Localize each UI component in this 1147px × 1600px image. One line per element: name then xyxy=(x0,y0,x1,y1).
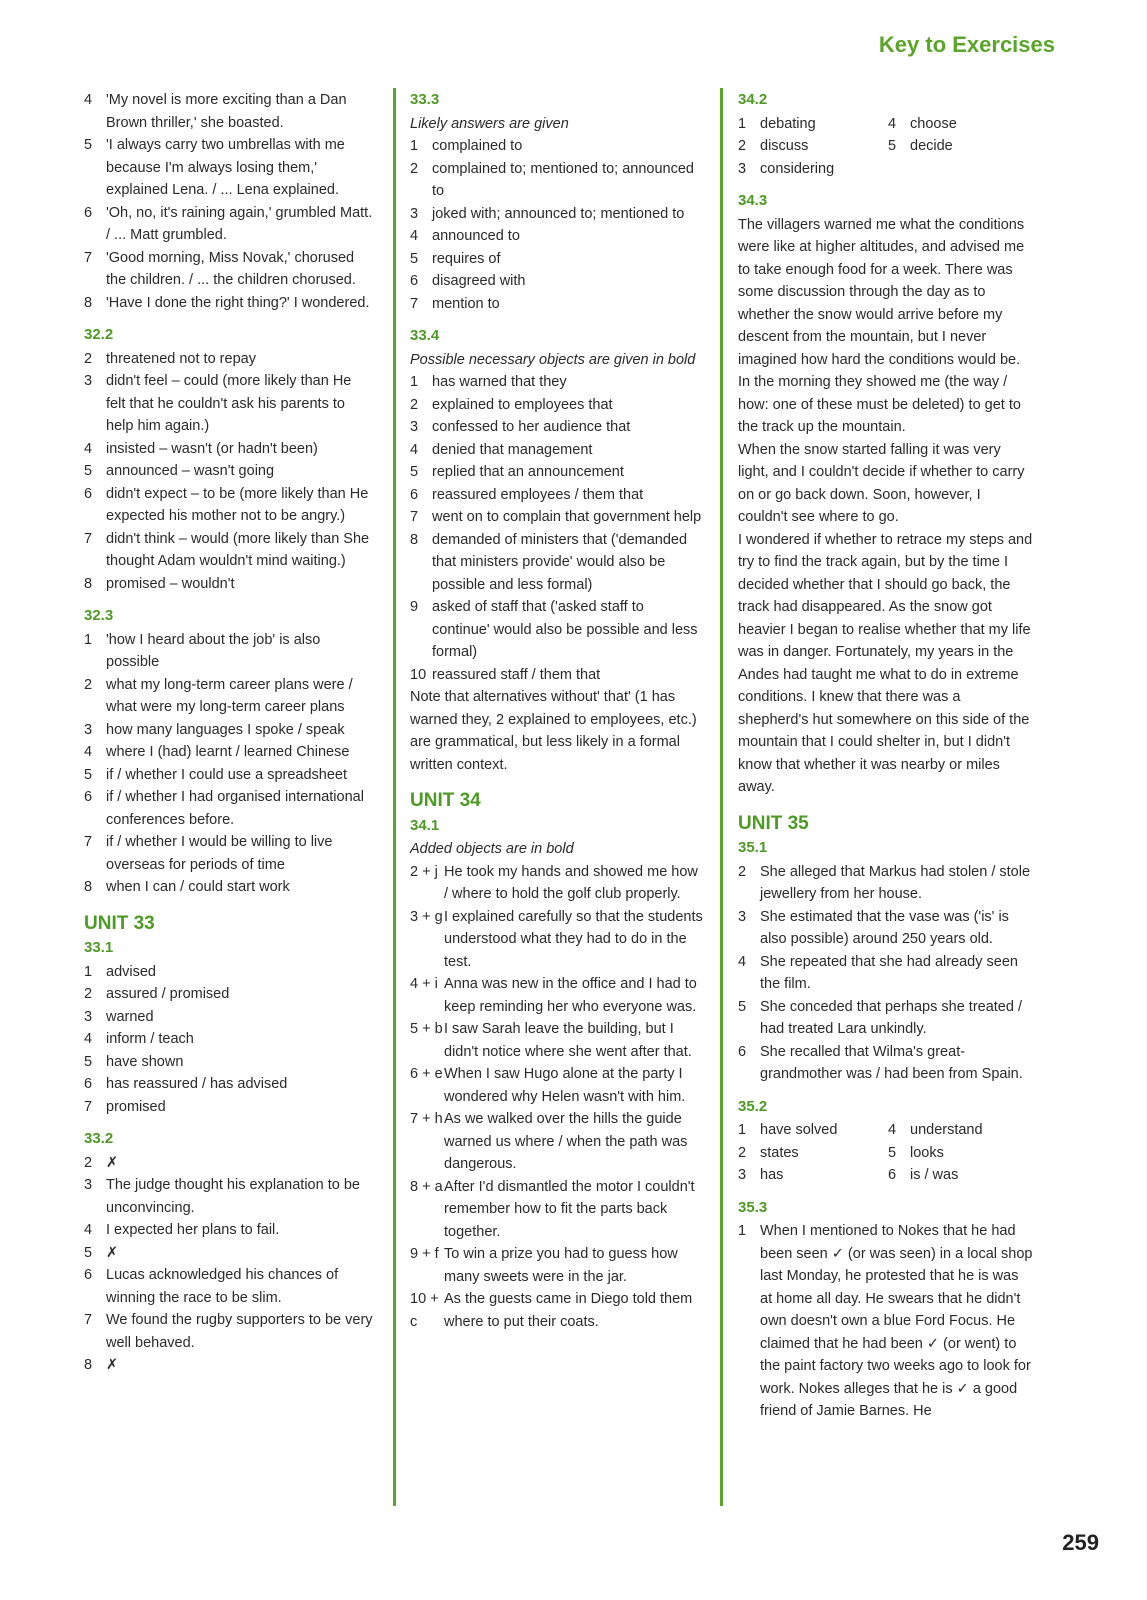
page-header: Key to Exercises xyxy=(878,32,1055,57)
answer-number: 4 xyxy=(738,953,747,970)
answer-item xyxy=(410,461,705,484)
answer-text: didn't feel – could (more likely than He felt that he couldn't ask his parents to help him again.) xyxy=(106,373,352,434)
answer-number: 5 xyxy=(738,998,747,1015)
answer-item xyxy=(738,1164,888,1187)
section-title: 34.2 xyxy=(738,91,768,108)
answer-item xyxy=(410,1176,705,1244)
answer-text: When I saw Hugo alone at the party I wondered why Helen wasn't with him. xyxy=(444,1066,686,1105)
section-title: 35.2 xyxy=(738,1097,768,1115)
answer-number: 9 xyxy=(410,599,419,615)
answer-number: 4 xyxy=(84,744,93,760)
answer-text: denied that management xyxy=(432,441,593,458)
answer-number: 4 xyxy=(888,1122,897,1138)
answer-item xyxy=(84,134,374,202)
answer-paragraph: When the snow started falling it was very light, and I couldn't decide if whether to carry on or go back down. Soon, however, I couldn't see where to go. xyxy=(738,441,1025,525)
answer-number: 4 + i xyxy=(410,976,438,992)
answer-text: She alleged that Markus had stolen / stole jewellery from her house. xyxy=(760,863,1031,902)
answer-number: 5 xyxy=(84,766,93,783)
section-title: 34.3 xyxy=(738,192,768,209)
answer-item xyxy=(410,439,705,462)
answer-text: The judge thought his explanation to be unconvincing. xyxy=(106,1177,360,1216)
column-1 xyxy=(84,89,374,1377)
answer-number: 6 xyxy=(84,485,93,502)
answer-text: what my long-term career plans were / what were my long-term career plans xyxy=(106,676,353,715)
answer-number: 2 xyxy=(84,676,93,693)
answer-text: ✗ xyxy=(106,1357,119,1373)
answer-number: 2 xyxy=(738,1144,747,1161)
answer-number: 2 xyxy=(410,160,419,177)
answer-number: 4 xyxy=(84,1222,93,1238)
answer-item xyxy=(738,906,1033,951)
answer-number: 2 xyxy=(410,396,419,413)
answer-number: 6 xyxy=(888,1167,897,1183)
answer-text: have shown xyxy=(106,1053,184,1070)
answer-number: 3 xyxy=(738,160,747,177)
answer-number: 8 xyxy=(410,531,419,548)
answer-text: 'Oh, no, it's raining again,' grumbled Matt. / ... Matt grumbled. xyxy=(106,204,373,243)
answer-item xyxy=(410,484,705,507)
answer-text: announced to xyxy=(432,228,520,244)
answer-item xyxy=(84,1354,374,1377)
answer-text: debating xyxy=(760,115,816,132)
section-title: 33.2 xyxy=(84,1130,114,1147)
answer-number: 5 xyxy=(410,250,419,267)
answer-text: I explained carefully so that the students understood what they had to do in the test. xyxy=(444,908,703,970)
answer-text: I saw Sarah leave the building, but I didn't notice where she went after that. xyxy=(444,1021,692,1060)
answer-text: 'My novel is more exciting than a Dan Brown thriller,' she boasted. xyxy=(106,92,347,131)
answer-number: 9 + f xyxy=(410,1246,439,1262)
answer-text: mention to xyxy=(432,295,500,312)
answer-text: when I can / could start work xyxy=(106,879,290,895)
answer-number: 4 xyxy=(888,115,897,132)
answer-text xyxy=(910,158,1033,181)
section-title: 33.1 xyxy=(84,939,114,956)
answer-number: 7 xyxy=(84,1312,93,1328)
answer-text: states xyxy=(760,1144,799,1161)
answer-number: 2 xyxy=(738,138,747,154)
answer-text: As we walked over the hills the guide warned us where / when the path was dangerous. xyxy=(444,1111,688,1172)
section-title: 33.3 xyxy=(410,91,440,108)
answer-text: discuss xyxy=(760,138,809,154)
answer-number: 3 xyxy=(410,419,419,435)
top-items xyxy=(84,89,374,314)
answer-item xyxy=(84,1096,374,1119)
answer-item xyxy=(84,1073,374,1096)
answer-number: 3 xyxy=(738,1167,747,1183)
answer-number: 1 xyxy=(410,374,419,390)
answer-item xyxy=(84,1309,374,1354)
answer-text: went on to complain that government help xyxy=(432,509,702,525)
answer-item xyxy=(410,248,705,271)
answer-number: 4 xyxy=(410,228,419,244)
section-footer-note: Note that alternatives without' that' (1 has warned they, 2 explained to employees, etc.) are grammatical, but less likely in a formal written context. xyxy=(410,689,697,773)
answer-item xyxy=(888,135,1033,158)
answer-text: warned xyxy=(106,1008,154,1025)
answer-item xyxy=(84,1006,374,1029)
answer-number: 1 xyxy=(738,1122,747,1138)
answer-number: 3 + g xyxy=(410,908,443,925)
answer-item xyxy=(84,1152,374,1175)
answer-item xyxy=(410,270,705,293)
answer-text: reassured staff / them that xyxy=(432,666,601,683)
answer-item xyxy=(738,1220,1033,1423)
answer-number: 7 xyxy=(84,530,93,547)
answer-item xyxy=(84,831,374,876)
answer-text: promised xyxy=(106,1098,166,1115)
section-title: 32.3 xyxy=(84,607,114,624)
answer-text: She conceded that perhaps she treated / had treated Lara unkindly. xyxy=(760,998,1022,1037)
answer-text: He took my hands and showed me how / where to hold the golf club properly. xyxy=(444,863,698,902)
answer-text: looks xyxy=(910,1144,944,1161)
answer-item xyxy=(888,113,1033,136)
answer-item xyxy=(84,292,374,315)
answer-number: 8 xyxy=(84,575,93,592)
answer-text: has xyxy=(760,1167,784,1183)
answer-text: disagreed with xyxy=(432,273,526,289)
section-title: 33.4 xyxy=(410,327,440,344)
answer-item xyxy=(84,719,374,742)
answer-number: 5 xyxy=(410,464,419,480)
answer-item xyxy=(738,996,1033,1041)
answer-text: choose xyxy=(910,115,957,132)
answer-text: She estimated that the vase was ('is' is also possible) around 250 years old. xyxy=(760,908,1009,947)
answer-text: if / whether I could use a spreadsheet xyxy=(106,766,348,783)
answer-item xyxy=(410,529,705,597)
answer-number: 1 xyxy=(84,631,93,648)
unit-title: UNIT 33 xyxy=(84,912,155,934)
answer-item xyxy=(888,1119,1033,1142)
answer-number: 8 xyxy=(84,879,93,895)
answer-text: When I mentioned to Nokes that he had been seen ✓ (or was seen) in a local shop last Monday, he protested that he is was at home all day. He swears that he didn't own doesn't own a blue Ford Focus. He claimed that he had been ✓ (or went) to the paint factory two weeks ago to look for work. Nokes alleges that he is ✓ a good friend of Jamie Barnes. He xyxy=(760,1223,1033,1419)
answer-item xyxy=(410,225,705,248)
answer-number: 4 xyxy=(84,440,93,457)
answer-item xyxy=(84,247,374,292)
answer-item xyxy=(410,1063,705,1108)
answer-number: 5 xyxy=(84,463,93,479)
answer-text: Lucas acknowledged his chances of winning the race to be slim. xyxy=(106,1267,339,1306)
answer-item xyxy=(84,674,374,719)
page-number: 259 xyxy=(1062,1530,1099,1555)
answer-number: 6 xyxy=(410,273,419,289)
answer-text: understand xyxy=(910,1122,983,1138)
answer-text: where I (had) learnt / learned Chinese xyxy=(106,744,350,760)
answer-number: 7 xyxy=(410,509,419,525)
answer-text: I expected her plans to fail. xyxy=(106,1222,280,1238)
answer-item xyxy=(738,158,888,181)
answer-text: threatened not to repay xyxy=(106,350,256,367)
answer-text: complained to xyxy=(432,138,523,154)
answer-number: 2 xyxy=(84,986,93,1002)
answer-number: 6 xyxy=(84,1267,93,1283)
answer-text: inform / teach xyxy=(106,1031,194,1047)
column-3 xyxy=(738,89,1033,1423)
answer-number xyxy=(888,158,910,181)
answer-text: demanded of ministers that ('demanded that ministers provide' would also be possible and less formal) xyxy=(432,531,688,593)
answer-item xyxy=(84,629,374,674)
answer-text: We found the rugby supporters to be very well behaved. xyxy=(106,1312,373,1351)
answer-item xyxy=(410,371,705,394)
answer-text: replied that an announcement xyxy=(432,464,624,480)
answer-number: 7 + h xyxy=(410,1111,443,1127)
answer-item xyxy=(84,983,374,1006)
answer-text: how many languages I spoke / speak xyxy=(106,721,345,738)
answer-item xyxy=(888,1142,1033,1165)
answer-number: 6 xyxy=(84,204,93,221)
answer-text: has warned that they xyxy=(432,374,567,390)
answer-item xyxy=(84,786,374,831)
answer-item xyxy=(410,416,705,439)
answer-item xyxy=(738,951,1033,996)
answer-text: She repeated that she had already seen the film. xyxy=(760,953,1018,992)
answer-item xyxy=(84,1242,374,1265)
answer-number: 2 xyxy=(84,1154,93,1171)
answer-text: announced – wasn't going xyxy=(106,463,275,479)
answer-item xyxy=(84,89,374,134)
answer-number: 2 + j xyxy=(410,863,438,880)
answer-text: As the guests came in Diego told them where to put their coats. xyxy=(444,1291,693,1330)
answer-number: 4 xyxy=(84,1031,93,1047)
answer-number: 1 xyxy=(738,1223,747,1239)
answer-item xyxy=(84,370,374,438)
answer-number: 5 + b xyxy=(410,1021,443,1037)
answer-item xyxy=(888,158,1033,181)
answer-number: 3 xyxy=(84,721,93,738)
answer-text: reassured employees / them that xyxy=(432,486,644,503)
answer-number: 6 xyxy=(84,1076,93,1092)
answer-item xyxy=(84,1051,374,1074)
answer-number: 1 xyxy=(84,963,93,980)
answer-item xyxy=(84,961,374,984)
answer-text: assured / promised xyxy=(106,986,230,1002)
answer-number: 2 xyxy=(84,350,93,367)
answer-item xyxy=(410,1243,705,1288)
answer-text: has reassured / has advised xyxy=(106,1076,288,1092)
answer-number: 7 xyxy=(84,249,93,266)
column-divider-1 xyxy=(393,88,396,1506)
answer-number: 5 xyxy=(84,1053,93,1070)
answer-item xyxy=(410,158,705,203)
answer-item xyxy=(410,861,705,906)
section-title: 34.1 xyxy=(410,816,440,834)
answer-item xyxy=(410,293,705,316)
answer-text: After I'd dismantled the motor I couldn't remember how to fit the parts back together. xyxy=(444,1178,695,1240)
answer-paragraph: The villagers warned me what the conditions were like at higher altitudes, and advised me to take enough food for a week. There was some discussion through the day as to whether the snow would arrive before my descent from the mountain, but I never imagined how hard the conditions would be. In the morning they showed me (the way / how: one of these must be deleted) to get to the track up the mountain. xyxy=(738,216,1025,435)
answer-item xyxy=(84,764,374,787)
answer-text: 'Have I done the right thing?' I wondered. xyxy=(106,294,370,311)
answer-item xyxy=(84,1028,374,1051)
section-title: 35.1 xyxy=(738,839,768,856)
answer-item xyxy=(410,203,705,226)
answer-number: 7 xyxy=(410,295,419,312)
answer-text: explained to employees that xyxy=(432,396,613,413)
answer-text: promised – wouldn't xyxy=(106,575,235,592)
unit-title: UNIT 35 xyxy=(738,812,809,834)
answer-text: if / whether I would be willing to live overseas for periods of time xyxy=(106,834,333,873)
answer-number: 6 xyxy=(410,486,419,503)
answer-number: 7 xyxy=(84,834,93,850)
answer-item xyxy=(738,861,1033,906)
answer-number: 6 xyxy=(738,1043,747,1060)
answer-item xyxy=(410,664,705,687)
answer-number: 8 + a xyxy=(410,1178,443,1195)
answer-text: have solved xyxy=(760,1122,838,1138)
answer-number: 5 xyxy=(84,137,93,153)
answer-number: 6 xyxy=(84,789,93,805)
answer-item xyxy=(410,1288,705,1333)
answer-item xyxy=(84,876,374,899)
unit-title: UNIT 34 xyxy=(410,790,481,811)
answer-text: ✗ xyxy=(106,1154,119,1171)
answer-item xyxy=(410,1018,705,1063)
answer-text: ✗ xyxy=(106,1244,119,1261)
answer-number: 5 xyxy=(888,1144,897,1161)
answer-text: requires of xyxy=(432,250,501,267)
answer-item xyxy=(738,1119,888,1142)
answer-item xyxy=(410,506,705,529)
answer-text: 'I always carry two umbrellas with me because I'm always losing them,' explained Lena. / ... Lena explained. xyxy=(106,137,345,198)
answer-text: didn't think – would (more likely than She thought Adam wouldn't mind waiting.) xyxy=(106,530,370,569)
answer-number: 3 xyxy=(84,1177,93,1193)
answer-text: 'Good morning, Miss Novak,' chorused the children. / ... the children chorused. xyxy=(106,249,356,288)
answer-text: To win a prize you had to guess how many sweets were in the jar. xyxy=(444,1246,678,1285)
answer-text: didn't expect – to be (more likely than He expected his mother not to be angry.) xyxy=(106,485,369,524)
answer-item xyxy=(84,1264,374,1309)
answer-item xyxy=(84,202,374,247)
column-divider-2 xyxy=(720,88,723,1506)
answer-item xyxy=(84,741,374,764)
answer-paragraph: I wondered if whether to retrace my steps and try to find the track again, but by the time I decided whether that I should go back, the track had disappeared. As the snow got heavier I began to realise whether that my life was in danger. Fortunately, my years in the Andes had taught me what to do in extreme conditions. I knew that there was a shepherd's hut somewhere on this side of the mountain that I could shelter in, but I didn't know that whether it was nearby or miles away. xyxy=(738,531,1033,795)
answer-item xyxy=(410,1108,705,1176)
answer-text: 'how I heard about the job' is also possible xyxy=(106,631,321,670)
section-title: 32.2 xyxy=(84,326,114,343)
answer-number: 1 xyxy=(410,138,419,154)
answer-number: 3 xyxy=(84,1008,93,1025)
answer-item xyxy=(738,1142,888,1165)
answer-number: 5 xyxy=(888,138,897,154)
answer-number: 7 xyxy=(84,1098,93,1115)
answer-item xyxy=(738,135,888,158)
answer-text: asked of staff that ('asked staff to continue' would also be possible and less formal) xyxy=(432,599,698,660)
answer-text: confessed to her audience that xyxy=(432,419,631,435)
answer-item xyxy=(410,596,705,664)
answer-text: considering xyxy=(760,160,835,177)
answer-text: is / was xyxy=(910,1167,959,1183)
answer-number: 8 xyxy=(84,294,93,311)
column-2 xyxy=(410,89,705,1333)
answer-item xyxy=(84,438,374,461)
answer-text: advised xyxy=(106,963,156,980)
answer-number: 8 xyxy=(84,1357,93,1373)
answer-text: if / whether I had organised international conferences before. xyxy=(106,789,364,828)
answer-item xyxy=(84,1219,374,1242)
answer-number: 10 + c xyxy=(410,1291,439,1330)
answer-text: insisted – wasn't (or hadn't been) xyxy=(106,440,318,457)
answer-item xyxy=(84,573,374,596)
answer-item xyxy=(738,113,888,136)
answer-item xyxy=(84,528,374,573)
answer-item xyxy=(410,394,705,417)
answer-number: 3 xyxy=(738,908,747,925)
answer-number: 5 xyxy=(84,1244,93,1261)
answer-number: 3 xyxy=(84,373,93,389)
section-note: Likely answers are given xyxy=(410,115,569,132)
section-note: Added objects are in bold xyxy=(410,841,574,857)
answer-text: She recalled that Wilma's great-grandmother was / had been from Spain. xyxy=(760,1043,1023,1082)
section-note: Possible necessary objects are given in bold xyxy=(410,351,696,368)
answer-item xyxy=(84,483,374,528)
answer-number: 4 xyxy=(84,92,93,108)
section-title: 35.3 xyxy=(738,1198,768,1216)
answer-item xyxy=(410,973,705,1018)
answer-item xyxy=(888,1164,1033,1187)
answer-number: 4 xyxy=(410,441,419,458)
answer-item xyxy=(738,1041,1033,1086)
answer-number: 1 xyxy=(738,115,747,132)
answer-item xyxy=(410,906,705,974)
answer-text: decide xyxy=(910,138,953,154)
answer-number: 10 xyxy=(410,666,427,683)
answer-item xyxy=(410,135,705,158)
answer-number: 3 xyxy=(410,205,419,222)
answer-text: complained to; mentioned to; announced to xyxy=(432,160,694,199)
answer-item xyxy=(84,460,374,483)
answer-item xyxy=(84,348,374,371)
answer-number: 6 + e xyxy=(410,1066,443,1082)
answer-number: 2 xyxy=(738,863,747,880)
answer-text: joked with; announced to; mentioned to xyxy=(432,205,685,222)
answer-item xyxy=(84,1174,374,1219)
answer-text: Anna was new in the office and I had to keep reminding her who everyone was. xyxy=(444,976,697,1015)
